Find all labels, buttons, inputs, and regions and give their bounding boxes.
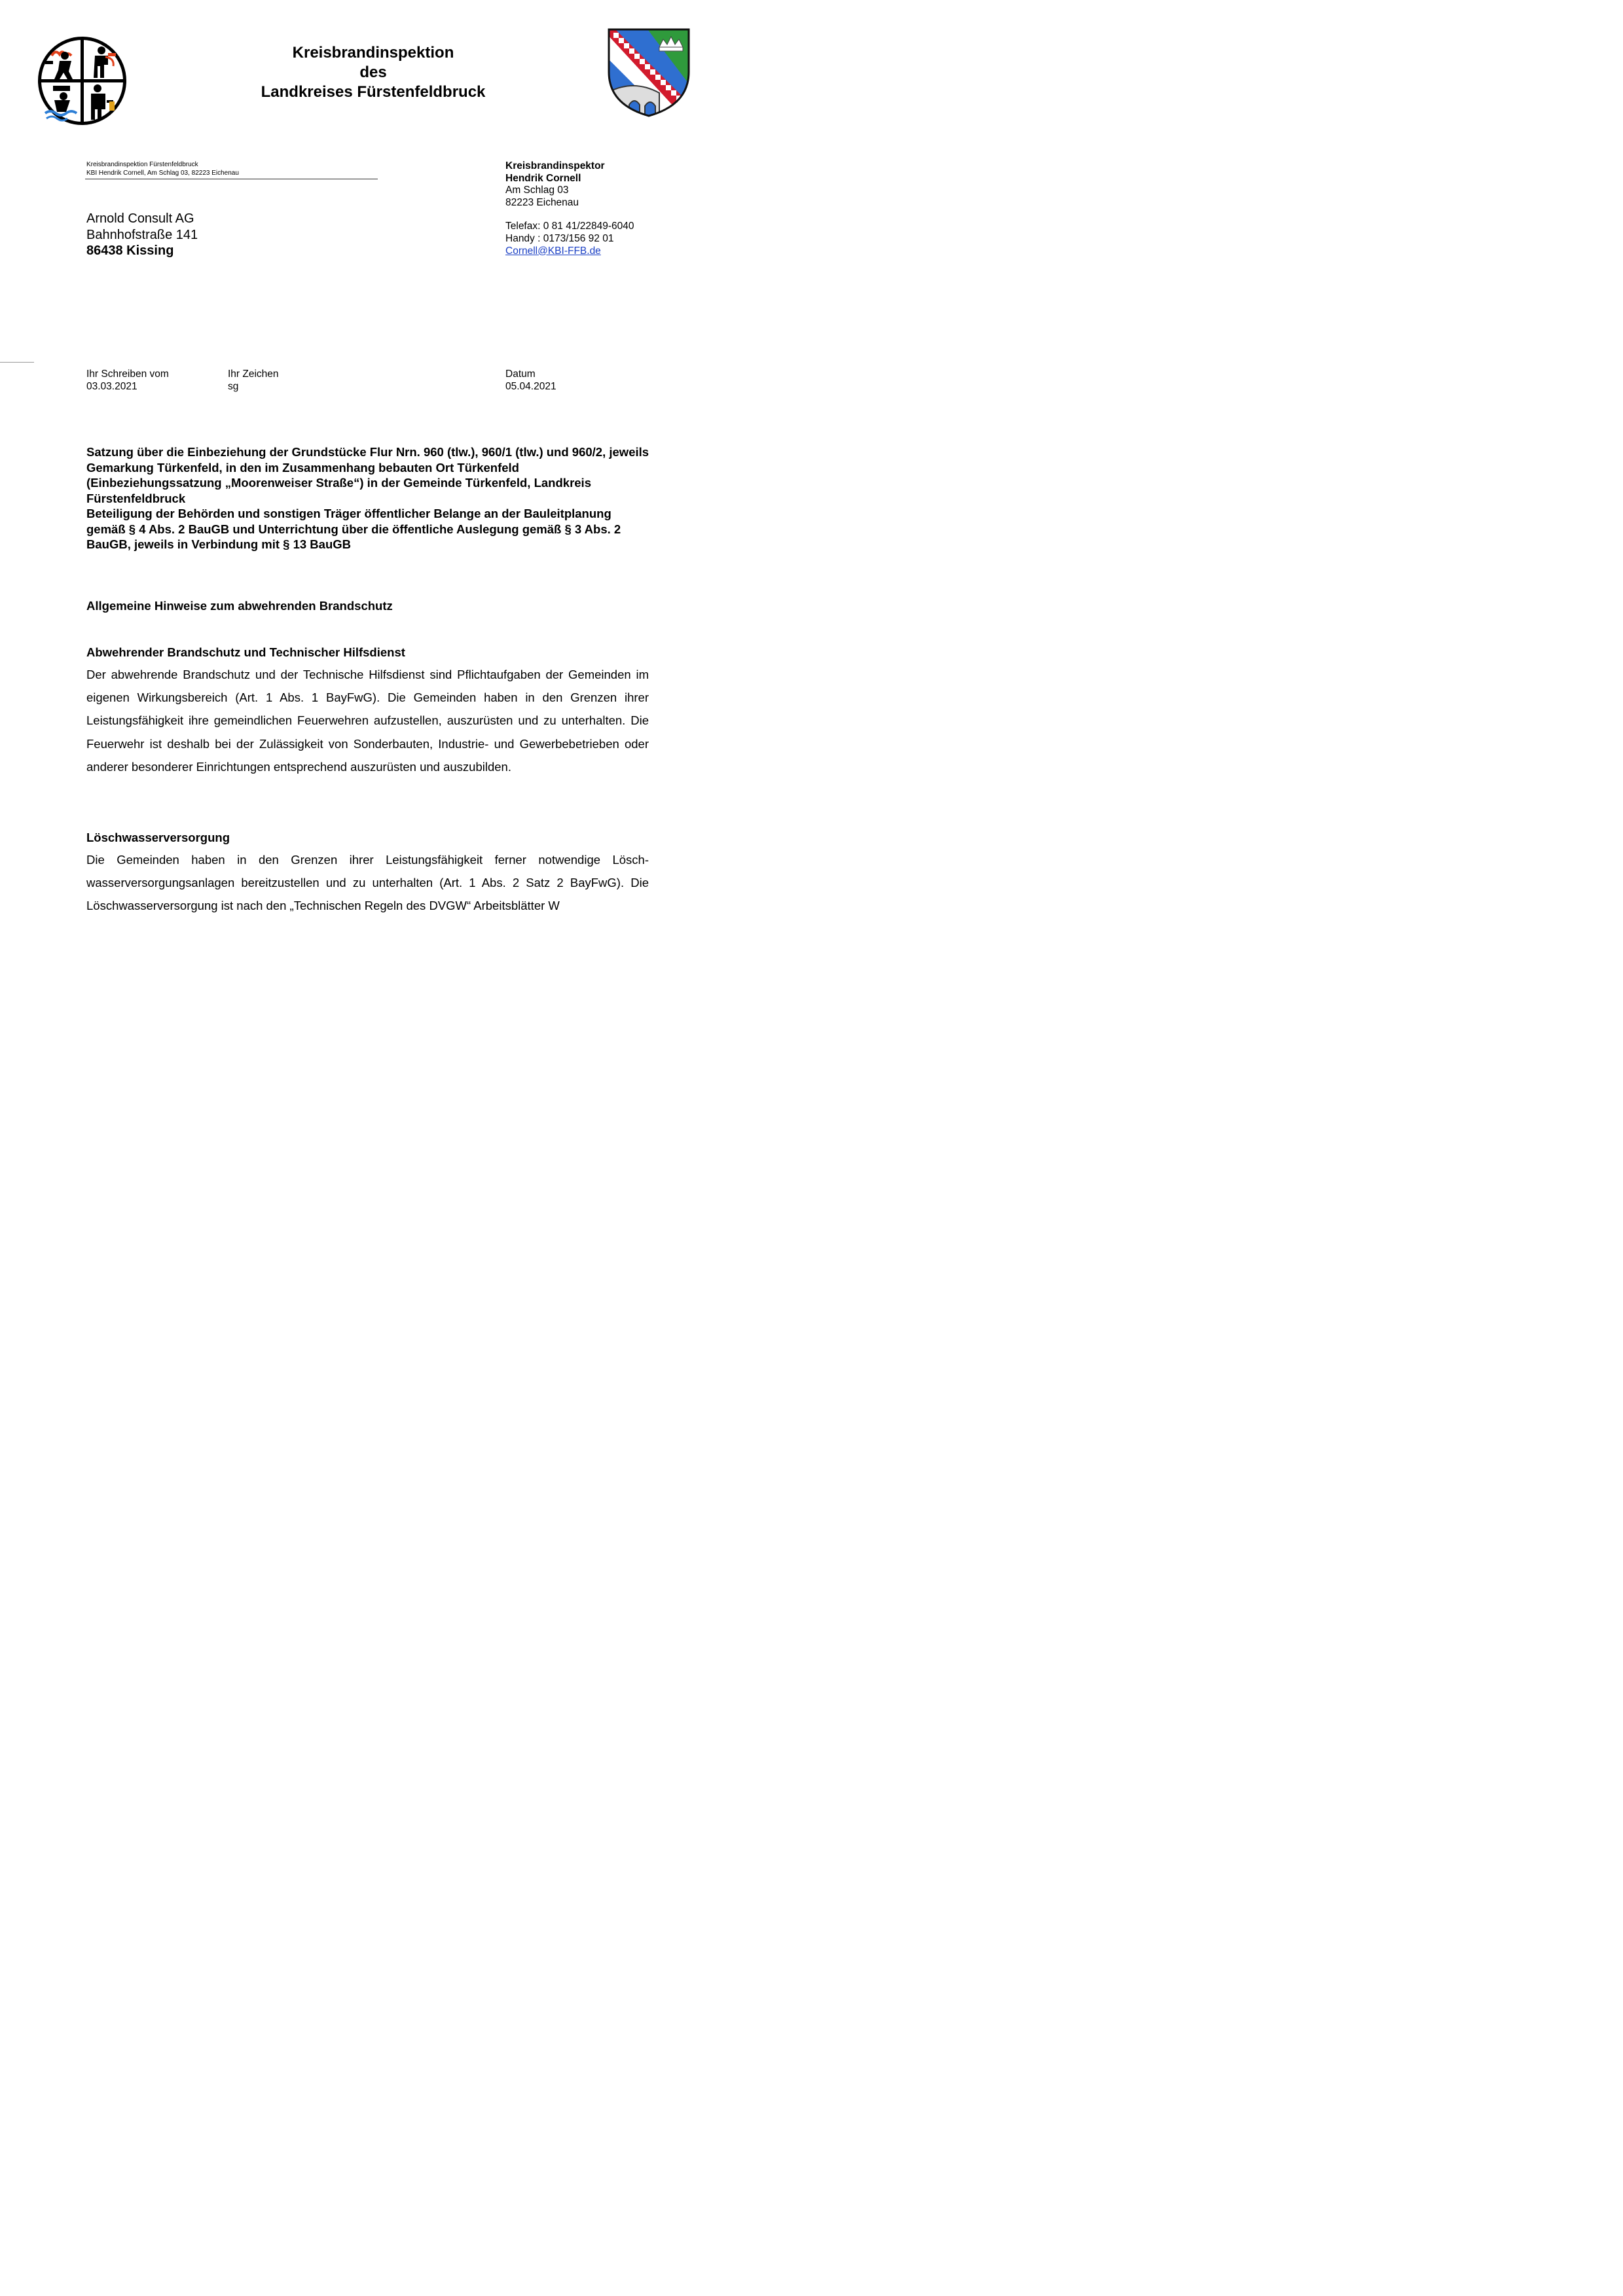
reference-date bbox=[505, 368, 556, 393]
fire-protection-heading: Abwehrender Brandschutz und Technischer Hilfsdienst bbox=[86, 645, 405, 659]
contact-fax: Telefax: 0 81 41/22849-6040 bbox=[505, 221, 634, 232]
header-title-line2: des bbox=[359, 63, 387, 81]
recipient-address bbox=[86, 211, 198, 259]
reference-letter-value: 03.03.2021 bbox=[86, 380, 137, 392]
contact-name: Hendrik Cornell bbox=[505, 172, 581, 184]
sender-line-1: Kreisbrandinspektion Fürstenfeldbruck bbox=[86, 161, 198, 168]
sender-line-2: KBI Hendrik Cornell, Am Schlag 03, 82223 Eichenau bbox=[86, 170, 239, 177]
water-supply-text: Die Gemeinden haben in den Grenzen ihrer Leistungsfähigkeit ferner notwendige Löschwasserversorgungsanlagen bereitzustellen und zu unterhalten (Art. 1 Abs. 2 Satz 2 BayFwG). Die Löschwasserversorgung ist nach den „Technischen Regeln des DVGW“ Arbeitsblätter W bbox=[86, 853, 649, 913]
header-title bbox=[223, 43, 524, 102]
reference-date-value: 05.04.2021 bbox=[505, 380, 556, 392]
fire-protection-text: Der abwehrende Brandschutz und der Technische Hilfsdienst sind Pflichtaufgaben der Gemeinden im eigenen Wirkungsbereich (Art. 1 Abs. 1 BayFwG). Die Gemeinden haben in den Grenzen ihrer Leistungsfähigkeit ihre gemeindlichen Feuerwehren aufzustellen, auszurüsten und zu unterhalten. Die Feuerwehr ist deshalb bei der Zulässigkeit von Sonderbauten, Industrie- und Gewerbebetrieben oder anderer besonderer Einrichtungen entsprechend auszurüsten und auszubilden. bbox=[86, 668, 649, 774]
subject-part-2: Beteiligung der Behörden und sonstigen Träger öffentlicher Belange an der Bauleitplanung gemäß § 4 Abs. 2 BauGB und Unterrichtung über die öffentliche Auslegung gemäß § 3 Abs. 2 BauGB, jeweils in Verbindung mit § 13 BauGB bbox=[86, 507, 621, 551]
recipient-company: Arnold Consult AG bbox=[86, 211, 194, 226]
general-heading: Allgemeine Hinweise zum abwehrenden Brandschutz bbox=[86, 599, 393, 613]
recipient-city: 86438 Kissing bbox=[86, 243, 174, 258]
contact-spacer bbox=[505, 209, 634, 221]
water-supply-heading: Löschwasserversorgung bbox=[86, 831, 230, 844]
reference-letter-date bbox=[86, 368, 169, 393]
recipient-street: Bahnhofstraße 141 bbox=[86, 227, 198, 242]
fire-department-emblem-icon bbox=[37, 36, 127, 126]
subject-block bbox=[86, 444, 649, 552]
sender-return-address bbox=[86, 160, 239, 177]
district-coat-of-arms-icon bbox=[607, 27, 691, 118]
contact-block bbox=[505, 160, 634, 257]
reference-sign bbox=[228, 368, 279, 393]
contact-street: Am Schlag 03 bbox=[505, 185, 569, 196]
header-title-line1: Kreisbrandinspektion bbox=[292, 44, 454, 62]
reference-date-label: Datum bbox=[505, 368, 536, 380]
reference-sign-label: Ihr Zeichen bbox=[228, 368, 279, 380]
contact-email-link[interactable]: Cornell@KBI-FFB.de bbox=[505, 245, 601, 257]
subject-part-1: Satzung über die Einbeziehung der Grundstücke Flur Nrn. 960 (tlw.), 960/1 (tlw.) und 960/2, jeweils Gemarkung Türkenfeld, in den im Zusammenhang bebauten Ort Türkenfeld (Einbeziehungssatzung „Moorenweiser Straße“) in der Gemeinde Türkenfeld, Landkreis Fürstenfeldbruck bbox=[86, 445, 649, 505]
contact-mobile: Handy : 0173/156 92 01 bbox=[505, 232, 614, 244]
reference-sign-value: sg bbox=[228, 380, 239, 392]
header-title-line3: Landkreises Fürstenfeldbruck bbox=[261, 83, 486, 101]
reference-letter-label: Ihr Schreiben vom bbox=[86, 368, 169, 380]
contact-role: Kreisbrandinspektor bbox=[505, 160, 605, 171]
fold-mark bbox=[0, 362, 34, 363]
contact-city: 82223 Eichenau bbox=[505, 196, 579, 208]
